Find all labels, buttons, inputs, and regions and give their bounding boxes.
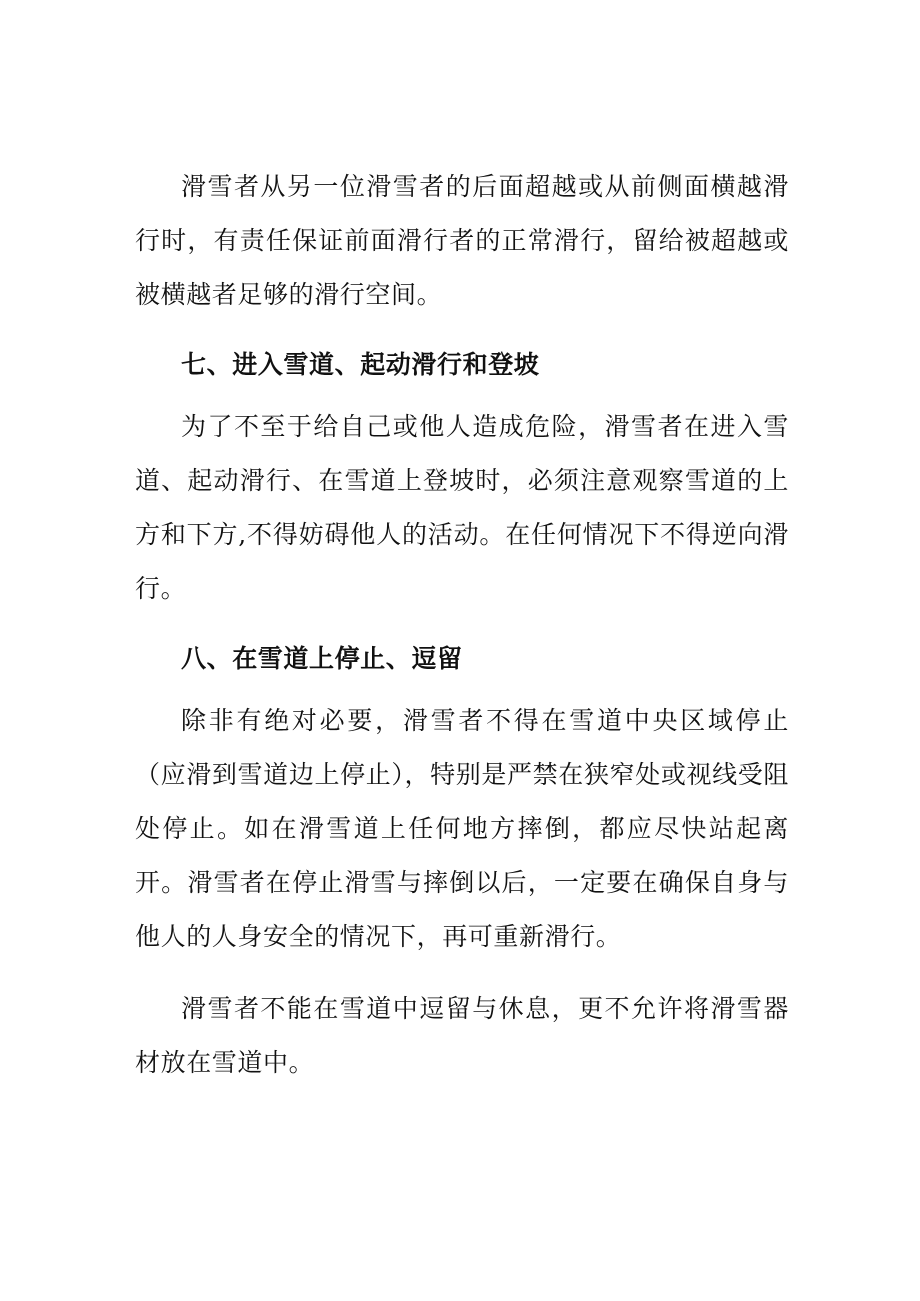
paragraph-stopping: 除非有绝对必要，滑雪者不得在雪道中央区域停止（应滑到雪道边上停止），特别是严禁在狭窄处或视线受阻处停止。如在滑雪道上任何地方摔倒，都应尽快站起离开。滑雪者在停止滑雪与摔倒以后，一定要在确保自身与他人的人身安全的情况下，再可重新滑行。 [135,706,789,951]
document-body [135,160,789,1108]
section-heading-eight: 八、在雪道上停止、逗留 [181,644,463,673]
section-heading-seven: 七、进入雪道、起动滑行和登坡 [181,350,540,379]
paragraph-entering-slope: 为了不至于给自己或他人造成危险，滑雪者在进入雪道、起动滑行、在雪道上登坡时，必须注意观察雪道的上方和下方,不得妨碍他人的活动。在任何情况下不得逆向滑行。 [135,412,789,603]
paragraph-resting: 滑雪者不能在雪道中逗留与休息，更不允许将滑雪器材放在雪道中。 [135,994,789,1077]
paragraph-overtaking: 滑雪者从另一位滑雪者的后面超越或从前侧面横越滑行时，有责任保证前面滑行者的正常滑行，留给被超越或被横越者足够的滑行空间。 [135,172,789,309]
